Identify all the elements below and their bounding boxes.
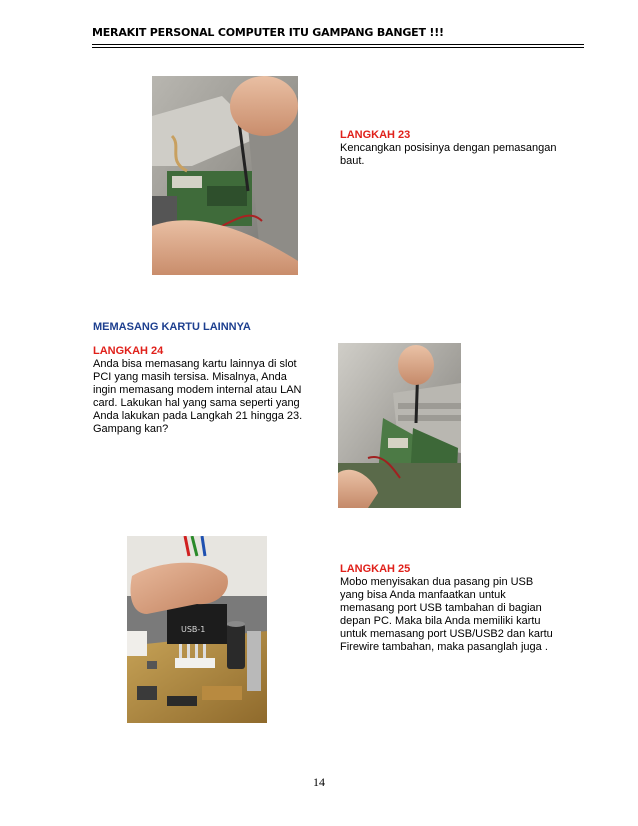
step-25-text	[340, 576, 553, 654]
step-24-line: Anda lakukan pada Langkah 21 hingga 23.	[93, 410, 303, 422]
step-24-text	[93, 358, 302, 436]
step-23-line: Kencangkan posisinya dengan pemasangan	[340, 142, 557, 154]
photo-step-25	[127, 536, 267, 723]
step-25-line: Mobo menyisakan dua pasang pin USB	[340, 576, 534, 588]
photo-step-23	[152, 76, 298, 275]
header-rule-top	[92, 44, 584, 45]
page-number: 14	[313, 775, 325, 789]
step-25-line: Firewire tambahan, maka pasanglah juga .	[340, 641, 548, 653]
step-23-title: LANGKAH 23	[340, 129, 411, 141]
step-25-line: yang bisa Anda manfaatkan untuk	[340, 589, 506, 601]
step-25-line: memasang port USB tambahan di bagian	[340, 602, 542, 614]
step-25-line: depan PC. Maka bila Anda memiliki kartu	[340, 615, 541, 627]
document-header-title: MERAKIT PERSONAL COMPUTER ITU GAMPANG BANGET !!!	[92, 26, 444, 39]
step-24-line: Anda bisa memasang kartu lainnya di slot	[93, 358, 297, 370]
step-24-title: LANGKAH 24	[93, 345, 164, 357]
usb-header-label: USB-1	[181, 625, 206, 634]
step-23-text	[340, 142, 557, 168]
step-24-line: Gampang kan?	[93, 423, 169, 435]
step-25-title: LANGKAH 25	[340, 563, 411, 575]
step-24-line: ingin memasang modem internal atau LAN	[93, 384, 302, 396]
section-title-memasang-kartu: MEMASANG KARTU LAINNYA	[93, 321, 251, 333]
photo-step-24	[338, 343, 461, 508]
step-24-line: card. Lakukan hal yang sama seperti yang	[93, 397, 300, 409]
step-24-line: PCI yang masih tersisa. Misalnya, Anda	[93, 371, 287, 383]
step-23-line: baut.	[340, 155, 365, 167]
header-rule-bottom	[92, 47, 584, 48]
step-25-line: untuk memasang port USB/USB2 dan kartu	[340, 628, 553, 640]
